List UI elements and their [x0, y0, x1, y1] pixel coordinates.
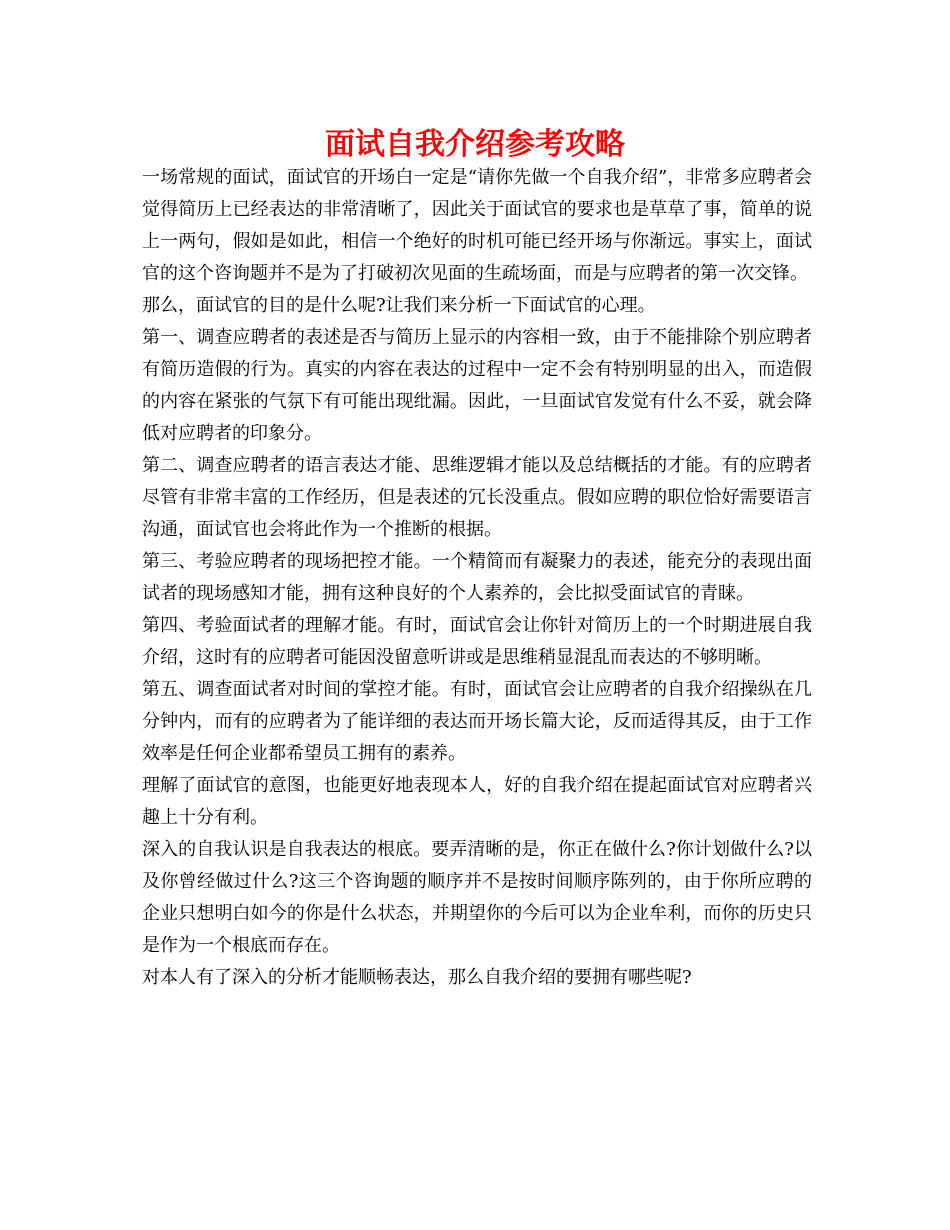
paragraph-8: 理解了面试官的意图，也能更好地表现本人，好的自我介绍在提起面试官对应聘者兴趣上十分有利。 — [142, 775, 812, 828]
paragraph-7: 第五、调查面试者对时间的掌控才能。有时，面试官会让应聘者的自我介绍操纵在几分钟内，而有的应聘者为了能详细的表达而开场长篇大论，反而适得其反，由于工作效率是任何企业都希望员工拥有的素养。 — [142, 679, 812, 764]
paragraph-6: 第四、考验面试者的理解才能。有时，面试官会让你针对简历上的一个时期进展自我介绍，这时有的应聘者可能因没留意听讲或是思维稍显混乱而表达的不够明晰。 — [142, 615, 812, 668]
document-body — [142, 162, 812, 994]
paragraph-3: 第一、调查应聘者的表述是否与简历上显示的内容相一致，由于不能排除个别应聘者有简历造假的行为。真实的内容在表达的过程中一定不会有特别明显的出入，而造假的内容在紧张的气氛下有可能出现纰漏。因此，一旦面试官发觉有什么不妥，就会降低对应聘者的印象分。 — [142, 327, 812, 444]
paragraph-2: 那么，面试官的目的是什么呢?让我们来分析一下面试官的心理。 — [142, 295, 656, 316]
document-title: 面试自我介绍参考攻略 — [325, 127, 625, 162]
paragraph-4: 第二、调查应聘者的语言表达才能、思维逻辑才能以及总结概括的才能。有的应聘者尽管有非常丰富的工作经历，但是表述的冗长没重点。假如应聘的职位恰好需要语言沟通，面试官也会将此作为一个推断的根据。 — [142, 455, 812, 540]
paragraph-9: 深入的自我认识是自我表达的根底。要弄清晰的是，你正在做什么?你计划做什么?以及你曾经做过什么?这三个咨询题的顺序并不是按时间顺序陈列的，由于你所应聘的企业只想明白如今的你是什么状态，并期望你的今后可以为企业牟利，而你的历史只是作为一个根底而存在。 — [142, 839, 813, 956]
paragraph-5: 第三、考验应聘者的现场把控才能。一个精简而有凝聚力的表述，能充分的表现出面试者的现场感知才能，拥有这种良好的个人素养的，会比拟受面试官的青睐。 — [142, 551, 812, 604]
paragraph-10: 对本人有了深入的分析才能顺畅表达，那么自我介绍的要拥有哪些呢? — [142, 967, 692, 988]
paragraph-1: 一场常规的面试，面试官的开场白一定是“请你先做一个自我介绍”，非常多应聘者会觉得简历上已经表达的非常清晰了，因此关于面试官的要求也是草草了事，简单的说上一两句，假如是如此，相信一个绝好的时机可能已经开场与你渐远。事实上，面试官的这个咨询题并不是为了打破初次见面的生疏场面，而是与应聘者的第一次交锋。 — [142, 167, 812, 284]
